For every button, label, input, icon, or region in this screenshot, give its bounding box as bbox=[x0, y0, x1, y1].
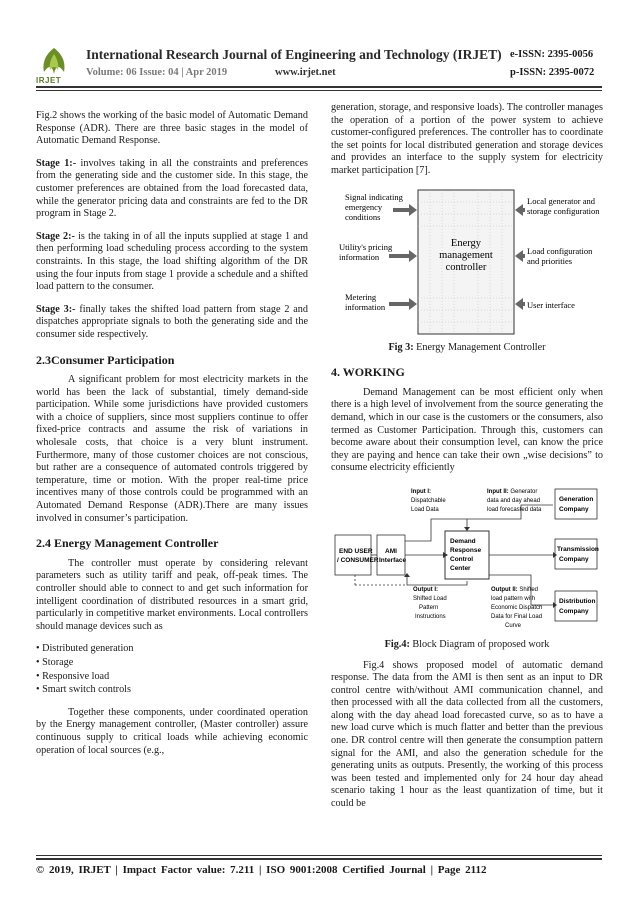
paragraph-stage3 bbox=[36, 304, 308, 342]
fig4-generation: Generation Company bbox=[559, 495, 594, 513]
footer-rule bbox=[36, 858, 602, 860]
header-rule bbox=[36, 86, 602, 88]
paragraph-stage2 bbox=[36, 231, 308, 294]
energy-management-controller-diagram bbox=[331, 188, 603, 338]
paragraph-fig2: Fig.2 shows the working of the basic model of Automatic Demand Response (ADR). There are three basic stages in the model of Automatic Demand Response. bbox=[36, 110, 308, 147]
heading-consumer-participation: 2.3Consumer Participation bbox=[36, 352, 175, 367]
figure-4-caption bbox=[331, 639, 603, 652]
figure-3 bbox=[331, 188, 603, 338]
block-diagram-proposed-work bbox=[331, 485, 603, 635]
stage2-text: is the taking in of all the inputs supplied at stage 1 and then performing load scheduling process according to the system constraints. In this stage, the load shifting algorithm of the DR using the four inputs from stage 1 provide a schedule and a shifted load pattern to the consumer. bbox=[36, 230, 308, 293]
fig4-transmission: Transmission Company bbox=[557, 545, 599, 563]
fig3-right-label-2: Load configuration and priorities bbox=[527, 245, 593, 266]
list-item: • Distributed generation bbox=[36, 643, 134, 655]
fig4-output2: Output II: Shifted load pattern with Economic Dispatch Data for Final Load Curve bbox=[491, 586, 543, 629]
device-list bbox=[36, 643, 308, 696]
paragraph-emc: The controller must operate by considering relevant parameters such as utility tariff and peak, off-peak times. The controller should able to connect to and get such information for intelligent coordination of distributed resources in a smart grid, particularly in competitive market environments. Local controllers should manage devices such as bbox=[36, 557, 308, 632]
fig3-caption-label: Fig 3: bbox=[388, 341, 414, 353]
fig4-caption-text: Block Diagram of proposed work bbox=[409, 638, 550, 650]
heading-working: 4. WORKING bbox=[331, 365, 405, 380]
list-item: • Smart switch controls bbox=[36, 684, 131, 696]
figure-3-caption bbox=[331, 342, 603, 355]
fig3-right-label-3: User interface bbox=[527, 299, 575, 310]
fig4-end-user: END USER / CONSUMER bbox=[337, 547, 379, 564]
e-issn: e-ISSN: 2395-0056 bbox=[510, 49, 594, 60]
journal-title: International Research Journal of Engineering and Technology (IRJET) bbox=[86, 47, 502, 62]
stage3-text: finally takes the shifted load pattern from stage 2 and dispatches appropriate signals to both the generating side and the consumer side respectively. bbox=[36, 303, 308, 340]
p-issn: p-ISSN: 2395-0072 bbox=[510, 67, 595, 78]
fig4-input2: Input II: Generator data and day ahead load forecasted data bbox=[487, 488, 542, 513]
fig3-left-label-2: Utility's pricing information bbox=[339, 241, 393, 262]
list-item: • Responsive load bbox=[36, 670, 110, 682]
fig3-center-line1: Energy bbox=[450, 237, 482, 249]
fig3-left-label-3: Metering information bbox=[345, 291, 386, 312]
logo-text: IRJET bbox=[36, 76, 62, 85]
stage2-label: Stage 2:- bbox=[36, 230, 75, 242]
fig3-left-label-1: Signal indicating emergency conditions bbox=[345, 191, 403, 222]
fig4-caption-label: Fig.4: bbox=[384, 638, 410, 650]
paragraph-stage1 bbox=[36, 158, 308, 221]
fig3-center-line2: management bbox=[439, 249, 493, 261]
fig4-output1: Output I: Shifted Load Pattern Instructions bbox=[413, 586, 447, 620]
paragraph-continued: generation, storage, and responsive loads). The controller manages the operation of a portion of the power system to achieve customer-configured preferences. The controller has to coordinate the set points for local distributed generation and storage devices and provides an interface to the supply system for electricity market participation [7]. bbox=[331, 102, 603, 176]
volume-issue: Volume: 06 Issue: 04 | Apr 2019 bbox=[86, 67, 228, 78]
fig4-ami: AMI Interface bbox=[379, 547, 407, 564]
heading-energy-management-controller: 2.4 Energy Management Controller bbox=[36, 536, 219, 551]
fig3-caption-text: Energy Management Controller bbox=[413, 341, 546, 353]
footer-rule-thin bbox=[36, 855, 602, 856]
fig3-center-line3: controller bbox=[445, 261, 487, 273]
fig3-right-label-1: Local generator and storage configuration bbox=[527, 195, 600, 216]
fig4-input1: Input I: Dispatchable Load Data bbox=[411, 488, 446, 513]
journal-website-link[interactable]: www.irjet.net bbox=[275, 67, 336, 78]
page-footer: © 2019, IRJET | Impact Factor value: 7.211 | ISO 9001:2008 Certified Journal | Page 2112 bbox=[36, 864, 487, 876]
page-header bbox=[0, 0, 638, 100]
paragraph-working: Demand Management can be most efficient only when there is a high level of involvement from the source generating the demand, which in our case is the customers or the consumers, also termed as Customer Participation. Through this, customers can become aware about their consumption level, can know the price they are paying and hence can take their own „wise decisions” to consume electricity efficiently bbox=[331, 386, 603, 474]
stage3-label: Stage 3:- bbox=[36, 303, 76, 315]
paragraph-fig4: Fig.4 shows proposed model of automatic demand response. The data from the AMI is then sent as an input to DR control centre with/without AMI communication channel, and then processed with all the data collected from all the customers, along with the day ahead load forecasted curve, so as to have a new load curve which is much flatter and better than the previous one. DR control centre will then generate the consumption pattern signal for the AMI, and also the generation schedule for the generating units as outputs. Presently, the working of this process was been tested and implemented only for 24 hour day ahead scenario taking 1 hour as the least quantization of time, but it could be bbox=[331, 659, 603, 810]
fig4-distribution: Distribution Company bbox=[559, 597, 596, 615]
fig4-drc: Demand Response Control Center bbox=[450, 537, 482, 572]
right-column bbox=[331, 102, 603, 821]
paragraph-together: Together these components, under coordinated operation by the Energy management controller, (Master controller) assure continuous supply to critical loads while achieving economic operation of local sources (e.g., bbox=[36, 706, 308, 756]
stage1-label: Stage 1:- bbox=[36, 157, 77, 169]
figure-4 bbox=[331, 485, 603, 635]
header-rule-thin bbox=[36, 90, 602, 91]
left-column bbox=[36, 110, 308, 767]
list-item: • Storage bbox=[36, 656, 74, 668]
stage1-text: involves taking in all the constraints and preferences from the generating side and the customer side. In this stage, the customer preferences are obtained from the load forecasted data, while the generator pricing data and constraints are fed to the DR program in Stage 2. bbox=[36, 157, 308, 220]
paragraph-consumer: A significant problem for most electricity markets in the world has been the lack of substantial, timely demand-side participation. While some jurisdictions have provided customers with a choice of suppliers, since most suppliers continue to offer fixed-price contracts and assume the risk of variations in wholesale costs, that choice is a very blunt instrument. Furthermore, many of those customer choices are not conscious, but rather are a consequence of automated controls triggered by temperature, time or motion. With the proper real-time price incentives many of those controls could be programmed with an Automated Demand Response (ADR).There are many issues involved in consumer’s participation. bbox=[36, 374, 308, 524]
